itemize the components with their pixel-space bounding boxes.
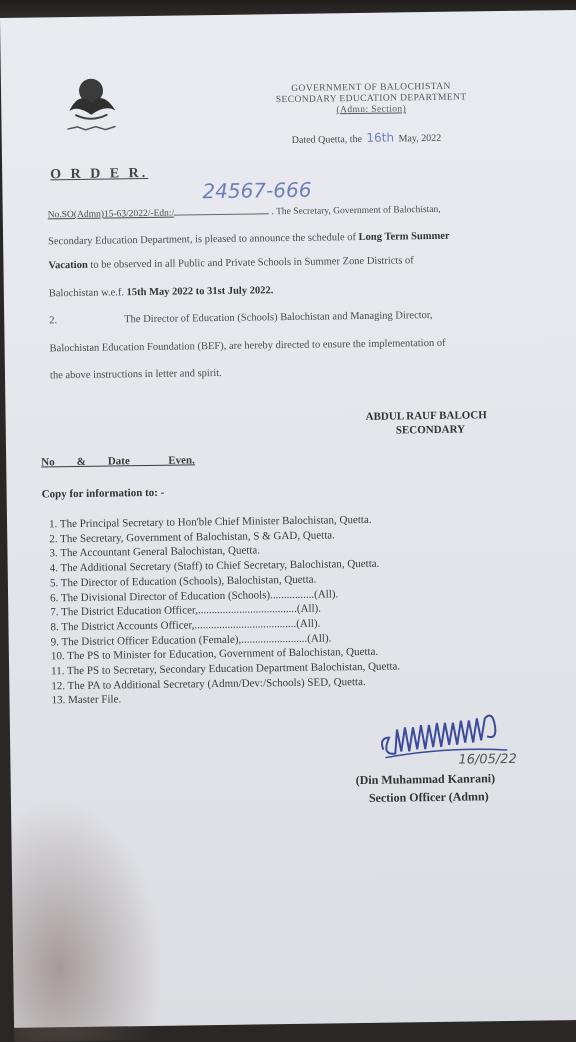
list-item: 12. The PA to Additional Secretary (Admn/Dev:/Schools) SED, Quetta.	[51, 675, 366, 693]
date-prefix: Dated Quetta, the	[291, 133, 363, 146]
signatory-title: SECONDARY	[395, 423, 466, 437]
ref-line	[48, 205, 441, 220]
letterhead-line1: GOVERNMENT OF BALOCHISTAN	[291, 81, 451, 94]
handwritten-day: 16th	[366, 130, 395, 145]
para1-line3	[48, 255, 413, 271]
para1-bold-vacation: Long Term Summer	[358, 230, 450, 244]
document-page	[0, 10, 576, 1028]
section-officer-name: (Din Muhammad Kanrani)	[355, 771, 496, 788]
government-logo	[61, 68, 126, 144]
para2-line1: The Director of Education (Schools) Balochistan and Managing Director,	[124, 309, 433, 326]
list-item: 1. The Principal Secretary to Hon'ble Chief Minister Balochistan, Quetta.	[48, 513, 372, 531]
para1-line4	[49, 285, 274, 299]
ref-number: No.SO(Admn)15-63/2022/-Edn:/	[47, 208, 175, 221]
list-item: 2. The Secretary, Government of Balochistan, S & GAD, Quetta.	[49, 529, 335, 546]
letterhead	[251, 81, 491, 117]
para1-line2-text: Secondary Education Department, is pleased to announce the schedule of	[48, 232, 359, 248]
handwritten-date: 16/05/22	[458, 751, 517, 768]
para2-line3: the above instructions in letter and spirit.	[49, 367, 222, 382]
list-item: 10. The PS to Minister for Education, Government of Balochistan, Quetta.	[50, 646, 379, 663]
signatory-name: ABDUL RAUF BALOCH	[365, 409, 487, 423]
list-item: 6. The Divisional Director of Education (Schools)................(All).	[50, 587, 339, 604]
list-item: 11. The PS to Secretary, Secondary Education Department Balochistan, Quetta.	[51, 660, 401, 678]
no-and-date: No & Date Even.	[41, 454, 195, 469]
handwritten-number: 24567-666	[202, 177, 312, 204]
para1-line4-text: Balochistan w.e.f.	[48, 287, 127, 300]
finger-shadow	[11, 796, 164, 1042]
list-item: 9. The District Officer Education (Female),........................(All).	[50, 632, 332, 648]
list-item: 5. The Director of Education (Schools), Balochistan, Quetta.	[49, 573, 317, 590]
date-suffix: May, 2022	[398, 132, 442, 145]
list-item: 4. The Additional Secretary (Staff) to Chief Secretary, Balochistan, Quetta.	[49, 557, 380, 575]
letterhead-line3: (Admn: Section)	[336, 104, 407, 116]
dated-line	[292, 130, 442, 146]
letterhead-line2: SECONDARY EDUCATION DEPARTMENT	[275, 92, 467, 106]
list-item: 13. Master File.	[51, 693, 122, 707]
para1-bold-vacation2: Vacation	[48, 259, 88, 272]
copy-heading: Copy for information to: -	[41, 486, 165, 501]
order-title: O R D E R.	[50, 165, 149, 183]
para1-line1: . The Secretary, Government of Balochistan,	[271, 204, 441, 218]
para1-line2	[48, 231, 450, 248]
copy-list	[49, 512, 401, 708]
para2-number: 2.	[49, 315, 58, 327]
para2-line2: Balochistan Education Foundation (BEF), are hereby directed to ensure the implementation of	[49, 337, 446, 355]
list-item: 3. The Accountant General Balochistan, Quetta.	[49, 544, 261, 560]
list-item: 8. The District Accounts Officer,.....................................(All).	[50, 617, 321, 634]
section-officer-title: Section Officer (Admn)	[368, 789, 489, 805]
list-item: 7. The District Education Officer,....................................(All).	[50, 602, 322, 619]
para1-line3-text: to be observed in all Public and Private Schools in Summer Zone Districts of	[87, 255, 414, 271]
vacation-dates: 15th May 2022 to 31st July 2022.	[126, 285, 274, 299]
